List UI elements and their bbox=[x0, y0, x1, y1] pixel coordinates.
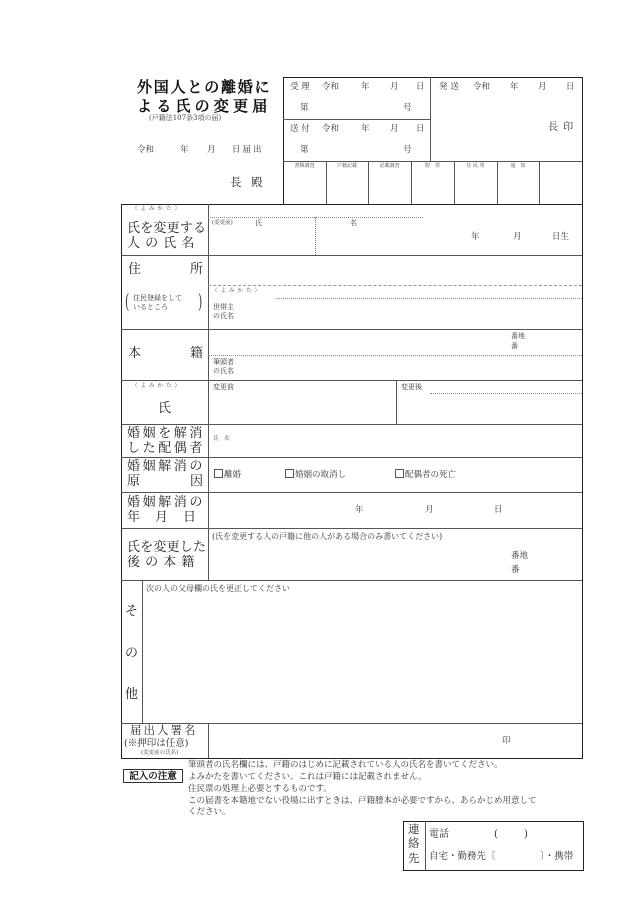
phone-paren-open: ( bbox=[494, 829, 498, 840]
option-label: 配偶者の死亡 bbox=[405, 470, 457, 480]
chief-seal-label: 長 印 bbox=[548, 122, 575, 133]
paren-open: ( bbox=[125, 289, 130, 313]
signature-label-line2: (※押印は任意) bbox=[124, 738, 189, 749]
note-line: よみかたを書いてください。これは戸籍には記載されません。 bbox=[188, 772, 427, 782]
signature-seal-label: 印 bbox=[502, 736, 511, 746]
other-instruction: 次の人の父母欄の氏を更正してください bbox=[146, 584, 290, 593]
office-use-box bbox=[283, 77, 583, 205]
before-after-divider bbox=[396, 380, 397, 424]
checkbox-spouse-death[interactable] bbox=[395, 469, 404, 478]
contact-label-char: 絡 bbox=[408, 836, 420, 850]
reading-guide-line bbox=[430, 393, 582, 394]
new-domicile-label-line2: 後 の 本 籍 bbox=[127, 555, 195, 570]
surname-after-label: 変更後 bbox=[401, 383, 422, 391]
option-spouse-death[interactable] bbox=[395, 469, 456, 480]
check-cell-entry-review: 記載調査 bbox=[379, 163, 400, 169]
row-divider bbox=[121, 424, 582, 425]
row-divider bbox=[121, 457, 582, 458]
check-cell-supplement: 附 票 bbox=[424, 163, 440, 169]
option-label: 婚姻の取消し bbox=[295, 470, 347, 480]
option-label: 離婚 bbox=[224, 470, 242, 480]
row-divider bbox=[121, 255, 582, 256]
sent-label: 発 送 bbox=[439, 82, 459, 92]
forwarded-label: 送 付 bbox=[290, 124, 310, 134]
former-spouse-label-line1: 婚姻を解消 bbox=[127, 426, 206, 441]
surname-before-label: 変更前 bbox=[213, 383, 234, 391]
surname-row-label: 氏 bbox=[158, 401, 172, 416]
row-divider bbox=[121, 528, 582, 529]
option-divorce[interactable] bbox=[214, 469, 241, 480]
signature-label-line1: 届出人署名 bbox=[130, 723, 198, 737]
filing-month: 月 bbox=[207, 145, 216, 155]
received-number-suffix: 号 bbox=[403, 103, 412, 113]
contact-box-divider bbox=[425, 821, 426, 871]
row-divider bbox=[121, 380, 582, 381]
phone-paren-close: ) bbox=[524, 829, 528, 840]
check-cell-divider bbox=[539, 161, 540, 204]
note-line: 住民票の処理上必要とするものです。 bbox=[188, 784, 332, 794]
other-label-char: の bbox=[125, 646, 139, 661]
person-name-reading-label: （よみかた） bbox=[132, 206, 184, 212]
reading-guide-line bbox=[277, 298, 582, 299]
sent-month: 月 bbox=[538, 82, 547, 92]
label-column-divider bbox=[208, 204, 209, 580]
forwarded-era: 令和 bbox=[322, 124, 340, 134]
other-label-char: 他 bbox=[125, 687, 139, 702]
filing-era: 令和 bbox=[137, 145, 155, 155]
domicile-label-left: 本 bbox=[128, 346, 142, 361]
new-domicile-label-line1: 氏を変更した bbox=[127, 540, 207, 555]
forwarded-month: 月 bbox=[390, 124, 399, 134]
paren-close: ) bbox=[198, 289, 203, 313]
form-title-line2: よる氏の変更届 bbox=[137, 97, 272, 115]
contact-label-char: 先 bbox=[408, 851, 420, 865]
surname-reading-label: （よみかた） bbox=[132, 383, 184, 389]
before-change-label: (変更前) bbox=[212, 220, 233, 226]
row-divider bbox=[121, 580, 582, 581]
former-spouse-label-line2: した配偶者 bbox=[127, 441, 206, 456]
householder-label-line2: の氏名 bbox=[213, 312, 234, 320]
signature-label-line3: (変更前の氏名) bbox=[141, 750, 179, 756]
sent-year: 年 bbox=[510, 82, 519, 92]
given-name-label: 名 bbox=[350, 219, 357, 227]
birth-year-label: 年 bbox=[471, 232, 480, 242]
check-cell-resident-record: 住 民 票 bbox=[466, 163, 485, 169]
surname-given-divider bbox=[315, 217, 316, 255]
check-cell-register-entry: 戸籍記載 bbox=[336, 163, 357, 169]
notes-title: 記入の注意 bbox=[123, 769, 183, 783]
dissolution-date-label-line1: 婚姻解消の bbox=[127, 495, 206, 510]
office-box-divider bbox=[283, 161, 582, 162]
received-month: 月 bbox=[390, 82, 399, 92]
filing-year: 年 bbox=[180, 145, 189, 155]
birth-day-label: 日生 bbox=[552, 232, 570, 242]
head-label-line2: の氏名 bbox=[213, 367, 234, 375]
banchi-label: 番地 bbox=[511, 332, 525, 340]
other-column-divider bbox=[142, 580, 143, 723]
head-label-line1: 筆頭者 bbox=[213, 358, 234, 366]
new-domicile-ban: 番 bbox=[511, 565, 520, 575]
addressee: 長 殿 bbox=[230, 175, 266, 189]
other-label-char: そ bbox=[125, 604, 139, 619]
sent-era: 令和 bbox=[473, 82, 491, 92]
dissolution-cause-label-right: 因 bbox=[190, 474, 204, 489]
row-divider bbox=[121, 492, 582, 493]
dissolution-cause-label-left: 原 bbox=[127, 474, 141, 489]
dissolution-date-label-line2: 年 月 日 bbox=[127, 510, 198, 525]
dissolution-year-label: 年 bbox=[355, 505, 364, 515]
received-era: 令和 bbox=[322, 82, 340, 92]
domicile-label-right: 籍 bbox=[190, 346, 204, 361]
address-divider bbox=[208, 285, 582, 286]
received-year: 年 bbox=[361, 82, 370, 92]
birth-month-label: 月 bbox=[513, 232, 522, 242]
address-label-right: 所 bbox=[190, 262, 204, 277]
note-line: この届書を本籍地でない役場に出すときは、戸籍謄本が必要ですから、あらかじめ用意して bbox=[188, 796, 537, 806]
received-label: 受 理 bbox=[290, 82, 310, 92]
office-box-divider bbox=[283, 119, 430, 120]
form-subtitle: (戸籍法107条3項の届) bbox=[149, 114, 222, 122]
forwarded-day: 日 bbox=[416, 124, 425, 134]
forwarded-year: 年 bbox=[361, 124, 370, 134]
contact-type-right: 〕・携帯 bbox=[540, 851, 574, 862]
forwarded-number-prefix: 第 bbox=[300, 145, 309, 155]
checkbox-annulment[interactable] bbox=[285, 469, 294, 478]
sent-day: 日 bbox=[566, 82, 575, 92]
householder-label-line1: 世帯主 bbox=[213, 303, 234, 311]
phone-label: 電話 bbox=[429, 829, 449, 840]
checkbox-divorce[interactable] bbox=[214, 469, 223, 478]
domicile-divider bbox=[208, 355, 582, 356]
form-title-line1: 外国人との離婚に bbox=[137, 78, 272, 96]
householder-reading-label: （よみかた） bbox=[212, 288, 264, 294]
contact-label-char: 連 bbox=[408, 822, 420, 836]
label-column-divider bbox=[208, 723, 209, 758]
new-domicile-note: (氏を変更する人の戸籍に他の人がある場合のみ書いてください) bbox=[212, 532, 443, 541]
row-divider bbox=[121, 329, 582, 330]
address-note-line1: 住民登録をして bbox=[133, 294, 182, 302]
former-spouse-name-label: 氏 名 bbox=[213, 436, 230, 442]
forwarded-number-suffix: 号 bbox=[403, 145, 412, 155]
note-line: 筆頭者の氏名欄には、戸籍のはじめに記載されている人の氏名を書いてください。 bbox=[188, 760, 503, 770]
dissolution-day-label: 日 bbox=[494, 505, 503, 515]
option-annulment[interactable] bbox=[285, 469, 346, 480]
new-domicile-banchi: 番地 bbox=[511, 551, 529, 561]
address-note-line2: いるところ bbox=[133, 303, 168, 311]
filing-day: 日届出 bbox=[232, 145, 264, 155]
received-number-prefix: 第 bbox=[300, 103, 309, 113]
office-box-divider bbox=[430, 77, 431, 161]
check-cell-notification: 通 知 bbox=[510, 163, 526, 169]
person-name-label-line2: 人 の 氏 名 bbox=[127, 236, 195, 251]
surname-label: 氏 bbox=[255, 219, 262, 227]
received-day: 日 bbox=[416, 82, 425, 92]
address-label-left: 住 bbox=[128, 262, 142, 277]
dissolution-month-label: 月 bbox=[425, 505, 434, 515]
contact-type-left: 自宅・勤務先〔 bbox=[429, 851, 496, 862]
ban-label: 番 bbox=[511, 342, 518, 350]
check-cell-document-review: 書類調査 bbox=[294, 163, 315, 169]
person-name-label-line1: 氏を変更する bbox=[127, 221, 207, 236]
note-line: ください。 bbox=[188, 807, 231, 817]
dissolution-cause-label-line1: 婚姻解消の bbox=[127, 459, 206, 474]
